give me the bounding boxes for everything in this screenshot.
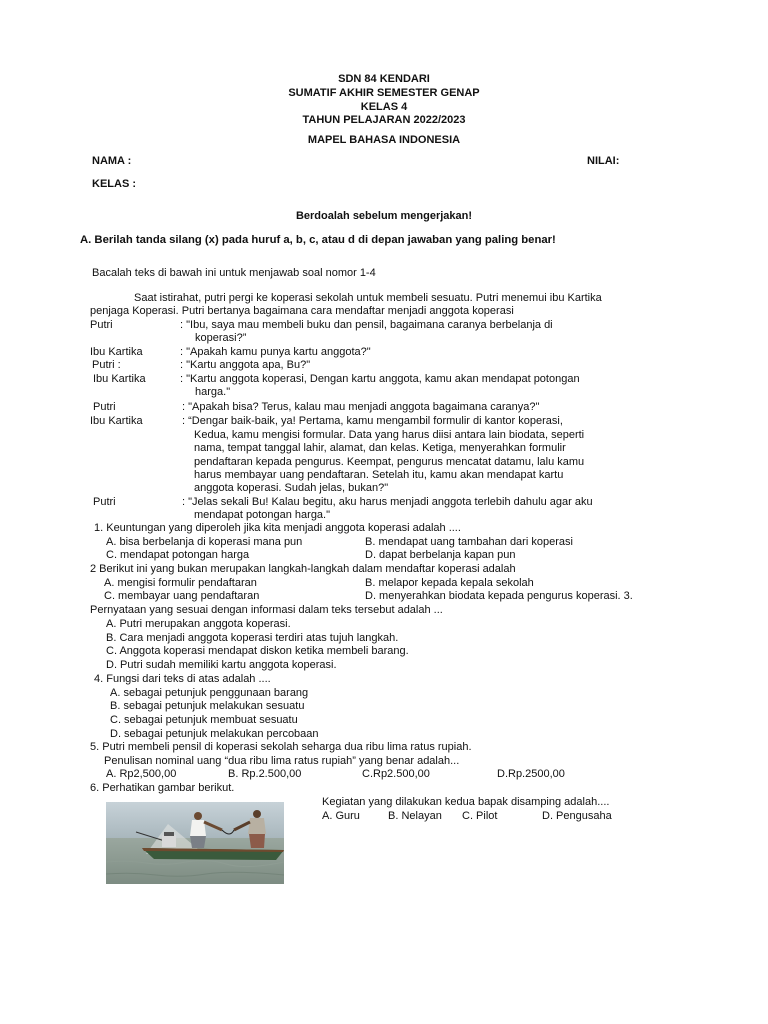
option-3c[interactable]: C. Anggota koperasi mendapat diskon ketika membeli barang. <box>106 645 409 657</box>
name-field-label: NAMA : <box>92 155 132 167</box>
option-1d[interactable]: D. dapat berbelanja kapan pun <box>365 549 516 561</box>
option-1b[interactable]: B. mendapat uang tambahan dari koperasi <box>365 536 573 548</box>
dialogue-speaker: Putri : <box>92 359 121 371</box>
class-field-label: KELAS : <box>92 178 136 190</box>
question-5-prompt: Penulisan nominal uang “dua ribu lima ratus rupiah” yang benar adalah... <box>104 755 460 767</box>
fishermen-illustration <box>106 802 284 884</box>
dialogue-speaker: Putri <box>93 496 116 508</box>
dialogue-line: harus membayar uang pendaftaran. Setelah itu, kamu akan mendapat kartu <box>194 469 564 481</box>
question-1: 1. Keuntungan yang diperoleh jika kita menjadi anggota koperasi adalah .... <box>94 522 461 534</box>
dialogue-line: : "Ibu, saya mau membeli buku dan pensil, bagaimana caranya berbelanja di <box>180 319 553 331</box>
option-3a[interactable]: A. Putri merupakan anggota koperasi. <box>106 618 291 630</box>
option-3b[interactable]: B. Cara menjadi anggota koperasi terdiri atas tujuh langkah. <box>106 632 399 644</box>
option-5c[interactable]: C.Rp2.500,00 <box>362 768 430 780</box>
question-5: 5. Putri membeli pensil di koperasi sekolah seharga dua ribu lima ratus rupiah. <box>90 741 472 753</box>
dialogue-line: : "Jelas sekali Bu! Kalau begitu, aku harus menjadi anggota terlebih dahulu agar aku <box>182 496 593 508</box>
option-4d[interactable]: D. sebagai petunjuk melakukan percobaan <box>110 728 319 740</box>
dialogue-speaker: Putri <box>93 401 116 413</box>
option-6b[interactable]: B. Nelayan <box>388 810 442 822</box>
school-year: TAHUN PELAJARAN 2022/2023 <box>302 114 466 126</box>
option-5d[interactable]: D.Rp.2500,00 <box>497 768 565 780</box>
dialogue-line: pendaftaran kepada pengurus. Keempat, pengurus mencatat datamu, lalu kamu <box>194 456 585 468</box>
dialogue-line: : "Apakah kamu punya kartu anggota?" <box>180 346 371 358</box>
dialogue-line: mendapat potongan harga." <box>194 509 331 521</box>
fishermen-photo <box>106 802 284 884</box>
section-a-instruction: A. Berilah tanda silang (x) pada huruf a, b, c, atau d di depan jawaban yang paling benar! <box>80 234 556 246</box>
narrative-line-1: Saat istirahat, putri pergi ke koperasi sekolah untuk membeli sesuatu. Putri menemui ibu Kartika <box>134 292 602 304</box>
option-6a[interactable]: A. Guru <box>322 810 360 822</box>
dialogue-speaker: Putri <box>90 319 113 331</box>
option-2b[interactable]: B. melapor kepada kepala sekolah <box>365 577 534 589</box>
option-2d[interactable]: D. menyerahkan biodata kepada pengurus koperasi. 3. <box>365 590 633 602</box>
question-3: Pernyataan yang sesuai dengan informasi dalam teks tersebut adalah ... <box>90 604 443 616</box>
prayer-instruction: Berdoalah sebelum mengerjakan! <box>295 210 473 222</box>
subject-title: MAPEL BAHASA INDONESIA <box>307 134 461 146</box>
narrative-line-2: penjaga Koperasi. Putri bertanya bagaimana cara mendaftar menjadi anggota koperasi <box>90 305 514 317</box>
option-4a[interactable]: A. sebagai petunjuk penggunaan barang <box>110 687 309 699</box>
option-6d[interactable]: D. Pengusaha <box>542 810 612 822</box>
dialogue-line: Kedua, kamu mengisi formular. Data yang harus diisi antara lain biodata, seperti <box>194 429 585 441</box>
reading-intro: Bacalah teks di bawah ini untuk menjawab soal nomor 1-4 <box>92 267 376 279</box>
dialogue-line: : "Apakah bisa? Terus, kalau mau menjadi anggota bagaimana caranya?" <box>182 401 540 413</box>
grade-label: KELAS 4 <box>360 101 408 113</box>
question-2: 2 Berikut ini yang bukan merupakan langkah-langkah dalam mendaftar koperasi adalah <box>90 563 516 575</box>
dialogue-line: : "Kartu anggota koperasi, Dengan kartu anggota, kamu akan mendapat potongan <box>180 373 580 385</box>
option-5b[interactable]: B. Rp.2.500,00 <box>228 768 302 780</box>
option-3d[interactable]: D. Putri sudah memiliki kartu anggota koperasi. <box>106 659 337 671</box>
dialogue-speaker: Ibu Kartika <box>90 415 143 427</box>
question-4: 4. Fungsi dari teks di atas adalah .... <box>94 673 271 685</box>
option-2c[interactable]: C. membayar uang pendaftaran <box>104 590 260 602</box>
dialogue-speaker: Ibu Kartika <box>93 373 146 385</box>
dialogue-line: koperasi?” <box>195 332 247 344</box>
option-2a[interactable]: A. mengisi formulir pendaftaran <box>104 577 257 589</box>
dialogue-line: : "Kartu anggota apa, Bu?" <box>180 359 311 371</box>
school-name: SDN 84 KENDARI <box>338 73 430 85</box>
question-6: 6. Perhatikan gambar berikut. <box>90 782 235 794</box>
question-6-prompt: Kegiatan yang dilakukan kedua bapak disamping adalah.... <box>322 796 610 808</box>
dialogue-line: harga." <box>195 386 231 398</box>
option-1c[interactable]: C. mendapat potongan harga <box>106 549 250 561</box>
dialogue-line: anggota koperasi. Sudah jelas, bukan?" <box>194 482 389 494</box>
option-4b[interactable]: B. sebagai petunjuk melakukan sesuatu <box>110 700 305 712</box>
exam-title: SUMATIF AKHIR SEMESTER GENAP <box>288 87 480 99</box>
dialogue-line: nama, tempat tanggal lahir, alamat, dan kelas. Ketiga, menyerahkan formulir <box>194 442 566 454</box>
option-4c[interactable]: C. sebagai petunjuk membuat sesuatu <box>110 714 298 726</box>
option-6c[interactable]: C. Pilot <box>462 810 498 822</box>
dialogue-line: : “Dengar baik-baik, ya! Pertama, kamu mengambil formulir di kantor koperasi, <box>182 415 563 427</box>
score-field-label: NILAI: <box>587 155 620 167</box>
option-5a[interactable]: A. Rp2,500,00 <box>106 768 177 780</box>
dialogue-speaker: Ibu Kartika <box>90 346 143 358</box>
option-1a[interactable]: A. bisa berbelanja di koperasi mana pun <box>106 536 303 548</box>
